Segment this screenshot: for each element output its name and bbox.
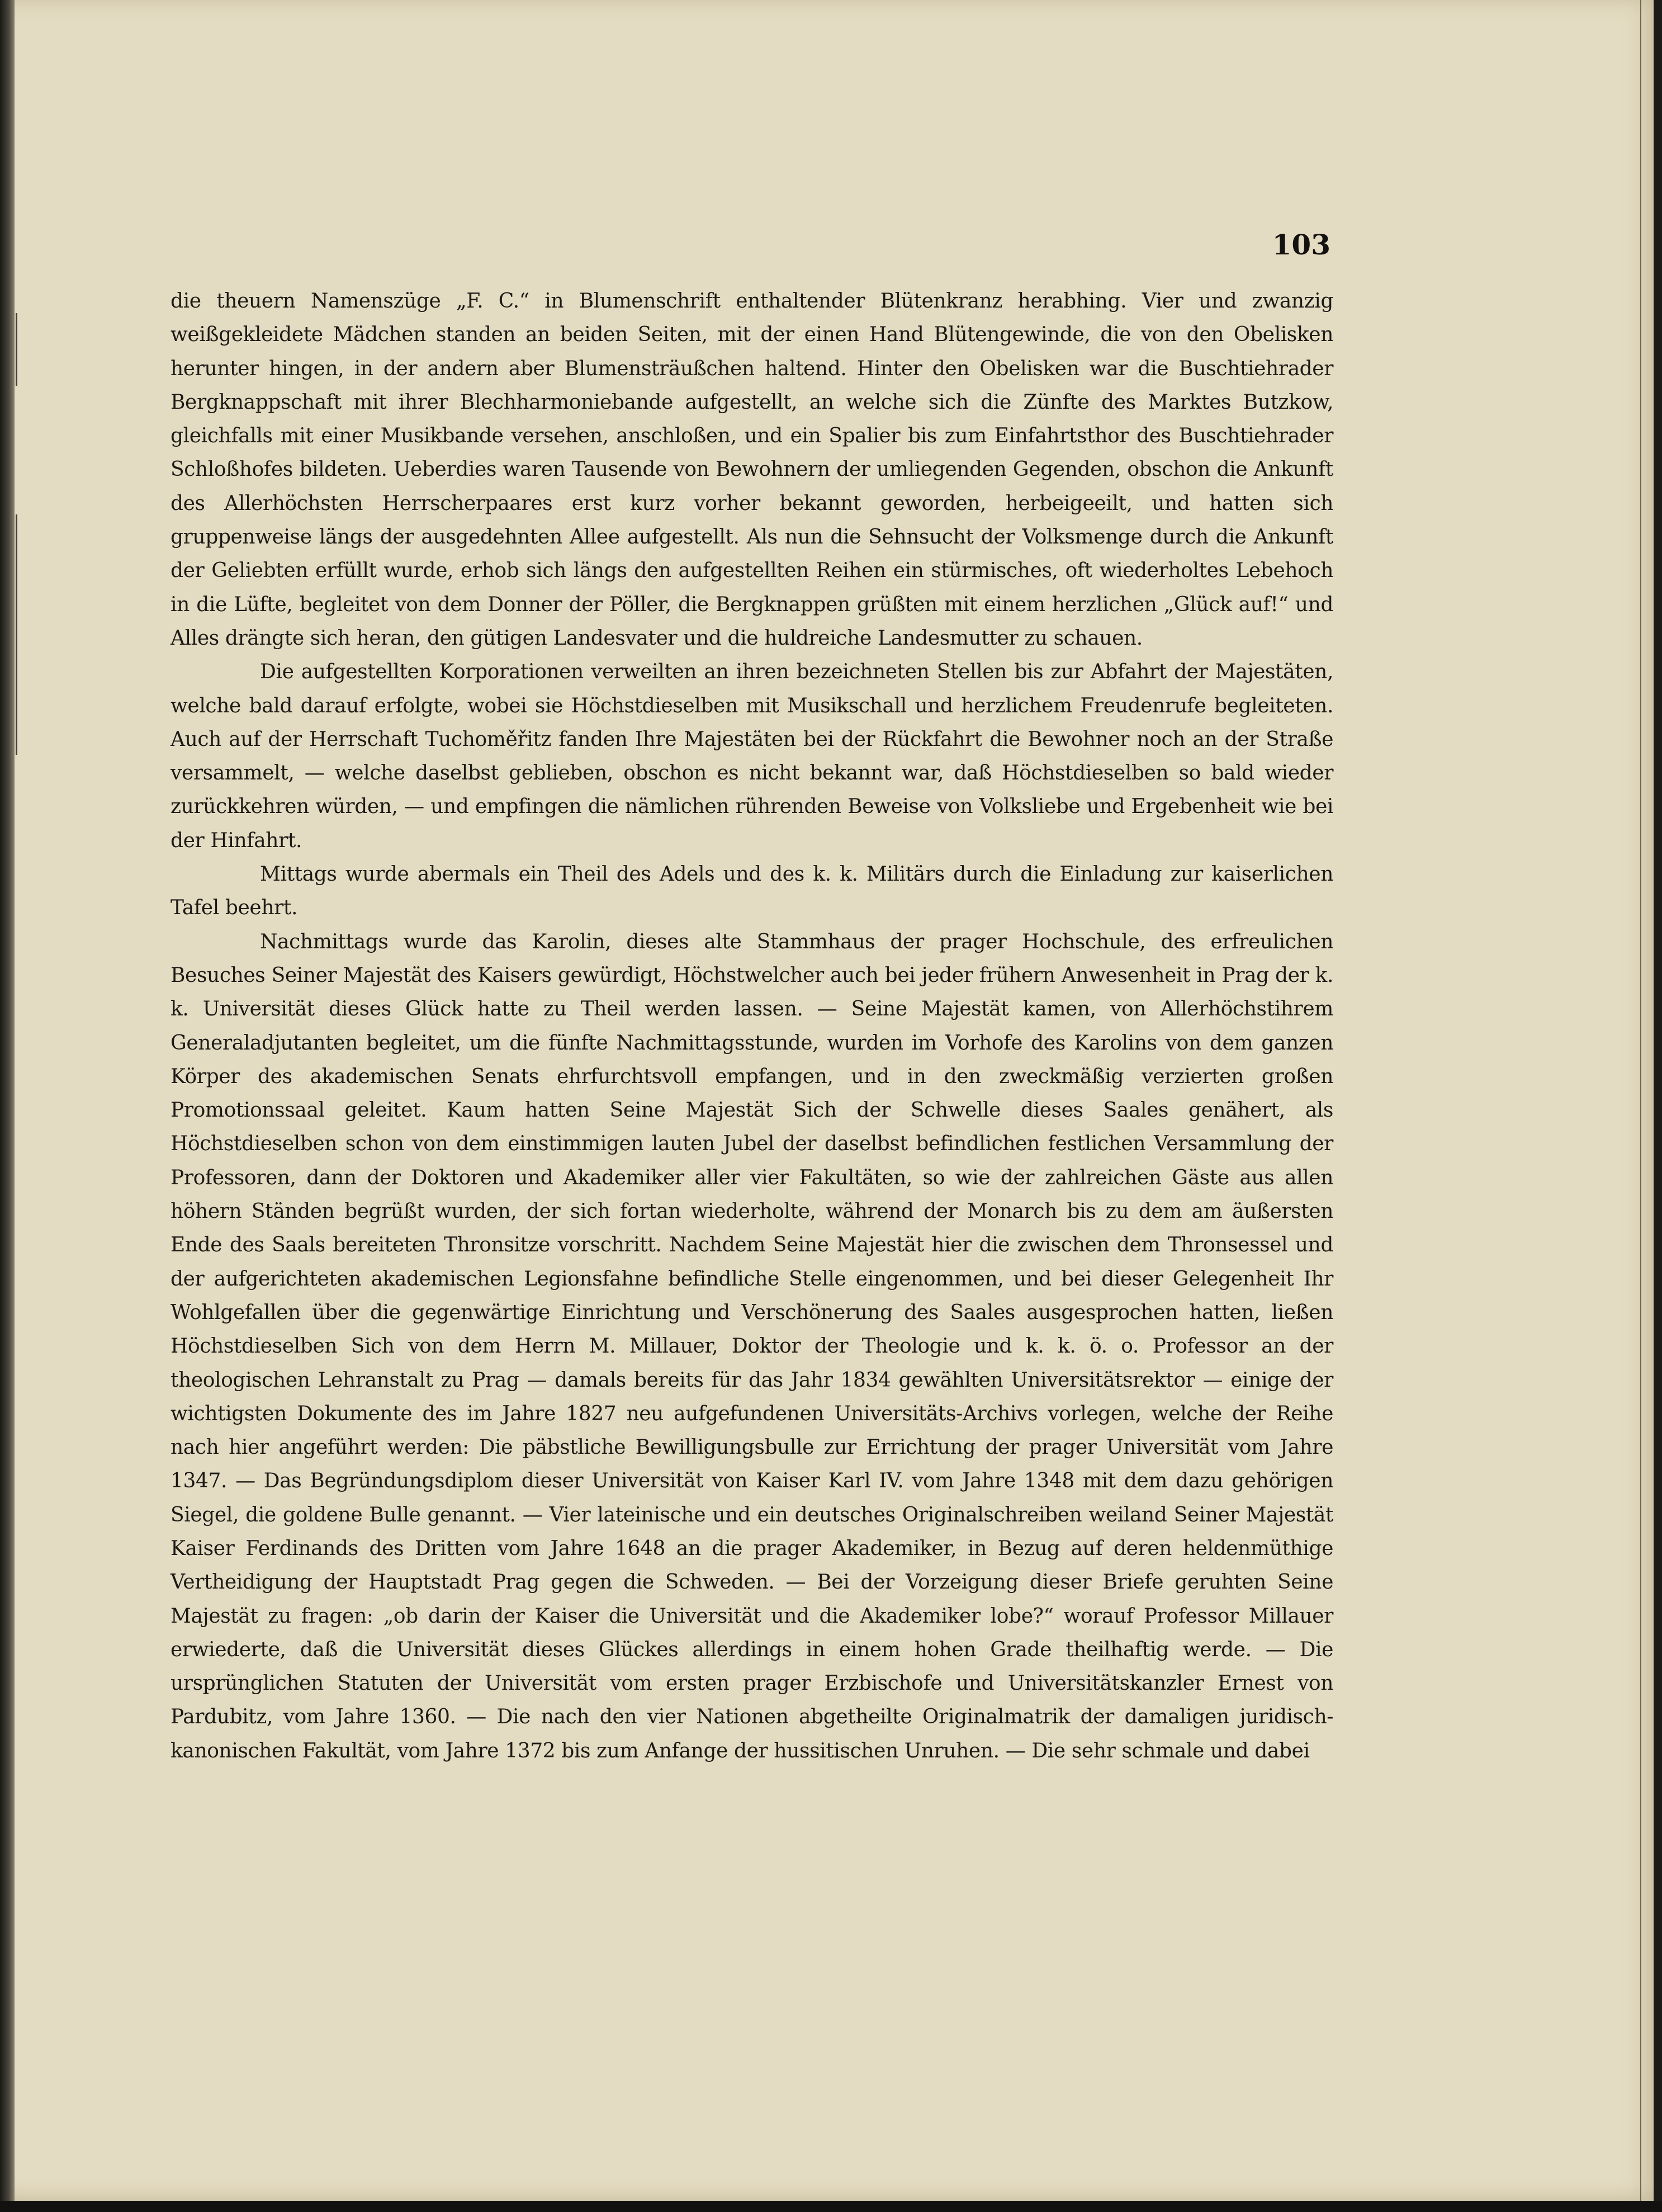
binding-edge (0, 0, 15, 2202)
paragraph: Die aufgestellten Korporationen verweilten an ihren bezeichneten Stellen bis zur Abfahrt der Majestäten, welche bald darauf erfolgte, wobei sie Höchstdieselben mit Musikschall und herzlichem Freudenrufe begleiteten. Auch auf der Herrschaft Tuchoměřitz fanden Ihre Majestäten bei der Rückfahrt die Bewohner noch an der Straße versammelt, — welche daselbst geblieben, obschon es nicht bekannt war, daß Höchstdieselben so bald wieder zurückkehren würden, — und empfingen die nämlichen rührenden Beweise von Volksliebe und Ergebenheit wie bei der Hinfahrt. (171, 660, 1333, 852)
paragraph: Mittags wurde abermals ein Theil des Adels und des k. k. Militärs durch die Einladung zur kaiserlichen Tafel beehrt. (171, 863, 1333, 920)
page-edge-rule (1640, 0, 1641, 2202)
scan-background (0, 2201, 1662, 2212)
margin-mark (16, 514, 17, 755)
page-number: 103 (1272, 228, 1330, 261)
paragraph: die theuern Namenszüge „F. C.“ in Blumenschrift enthaltender Blütenkranz herabhing. Vier und zwanzig weißgekleidete Mädchen standen an beiden Seiten, mit der einen Hand Blütengewinde, die von den Obelisken herunter hingen, in der andern aber Blumensträußchen haltend. Hinter den Obelisken war die Buschtiehrader Bergknappschaft mit ihrer Blechharmoniebande aufgestellt, an welche sich die Zünfte des Marktes Butzkow, gleichfalls mit einer Musikbande versehen, anschloßen, und ein Spalier bis zum Einfahrtsthor des Buschtiehrader Schloßhofes bildeten. Ueberdies waren Tausende von Bewohnern der umliegenden Gegenden, obschon die Ankunft des Allerhöchsten Herrscherpaares erst kurz vorher bekannt geworden, herbeigeeilt, und hatten sich gruppenweise längs der ausgedehnten Allee aufgestellt. Als nun die Sehnsucht der Volksmenge durch die Ankunft der Geliebten erfüllt wurde, erhob sich längs den aufgestellten Reihen ein stürmisches, oft wiederholtes Lebehoch in die Lüfte, begleitet von dem Donner der Pöller, die Bergknappen grüßten mit einem herzlichen „Glück auf!“ und Alles drängte sich heran, den gütigen Landesvater und die huldreiche Landesmutter zu schauen. (171, 290, 1333, 650)
body-text (171, 285, 1333, 1762)
paragraph: Nachmittags wurde das Karolin, dieses alte Stammhaus der prager Hochschule, des erfreulichen Besuches Seiner Majestät des Kaisers gewürdigt, Höchstwelcher auch bei jeder frühern Anwesenheit in Prag der k. k. Universität dieses Glück hatte zu Theil werden lassen. — Seine Majestät kamen, von Allerhöchstihrem Generaladjutanten begleitet, um die fünfte Nachmittagsstunde, wurden im Vorhofe des Karolins von dem ganzen Körper des akademischen Senats ehrfurchtsvoll empfangen, und in den zweckmäßig verzierten großen Promotionssaal geleitet. Kaum hatten Seine Majestät Sich der Schwelle dieses Saales genähert, als Höchstdieselben schon von dem einstimmigen lauten Jubel der daselbst befindlichen festlichen Versammlung der Professoren, dann der Doktoren und Akademiker aller vier Fakultäten, so wie der zahlreichen Gäste aus allen höhern Ständen begrüßt wurden, der sich fortan wiederholte, während der Monarch bis zu dem am äußersten Ende des Saals bereiteten Thronsitze vorschritt. Nachdem Seine Majestät hier die zwischen dem Thronsessel und der aufgerichteten akademischen Legionsfahne befindliche Stelle eingenommen, und bei dieser Gelegenheit Ihr Wohlgefallen über die gegenwärtige Einrichtung und Verschönerung des Saales ausgesprochen hatten, ließen Höchstdieselben Sich von dem Herrn M. Millauer, Doktor der Theologie und k. k. ö. o. Professor an der theologischen Lehranstalt zu Prag — damals bereits für das Jahr 1834 gewählten Universitätsrektor — einige der wichtigsten Dokumente des im Jahre 1827 neu aufgefundenen Universitäts-Archivs vorlegen, welche der Reihe nach hier angeführt werden: Die päbstliche Bewilligungsbulle zur Errichtung der prager Universität vom Jahre 1347. — Das Begründungsdiplom dieser Universität von Kaiser Karl IV. vom Jahre 1348 mit dem dazu gehörigen Siegel, die goldene Bulle genannt. — Vier lateinische und ein deutsches Originalschreiben weiland Seiner Majestät Kaiser Ferdinands des Dritten vom Jahre 1648 an die prager Akademiker, in Bezug auf deren heldenmüthige Vertheidigung der Hauptstadt Prag gegen die Schweden. — Bei der Vorzeigung dieser Briefe geruhten Seine Majestät zu fragen: „ob darin der Kaiser die Universität und die Akademiker lobe?“ worauf Professor Millauer erwiederte, daß die Universität dieses Glückes allerdings in einem hohen Grade theilhaftig werde. — Die ursprünglichen Statuten der Universität vom ersten prager Erzbischofe und Universitätskanzler Ernest von Pardubitz, vom Jahre 1360. — Die nach den vier Nationen abgetheilte Originalmatrik der damaligen juridisch-kanonischen Fakultät, vom Jahre 1372 bis zum Anfange der hussitischen Unruhen. — Die sehr schmale und dabei (171, 930, 1333, 1762)
margin-mark (16, 313, 17, 386)
